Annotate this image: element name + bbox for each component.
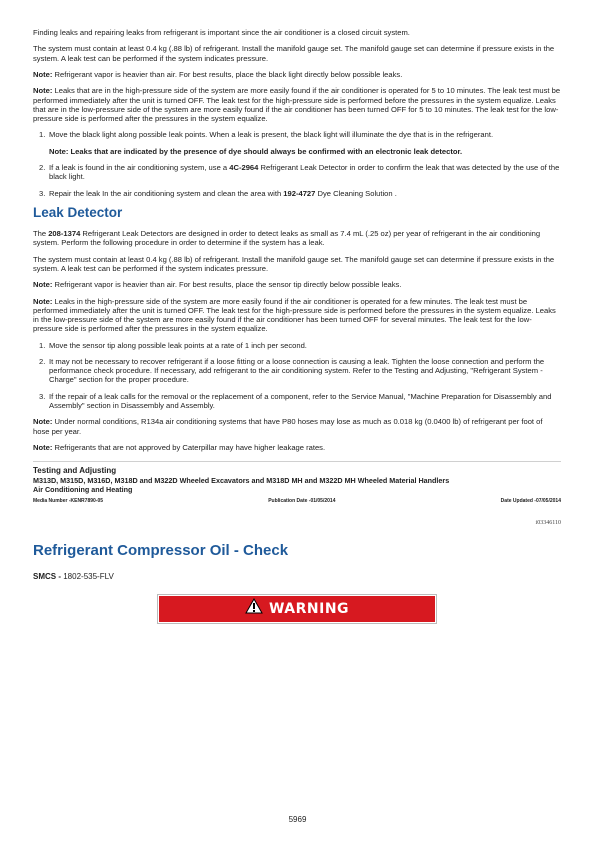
leak-detector-note-4 [33, 443, 561, 452]
note-text: Refrigerants that are not approved by Caterpillar may have higher leakage rates. [52, 442, 326, 452]
smcs-label: SMCS - [33, 571, 64, 581]
section-heading-leak-detector: Leak Detector [33, 204, 123, 220]
divider [33, 461, 561, 462]
date-updated: Date Updated -07/05/2014 [500, 497, 561, 504]
warning-label: WARNING [268, 600, 350, 617]
note-text: Refrigerant vapor is heavier than air. For best results, place the black light directly below possible leaks. [52, 69, 403, 79]
text: Refrigerant Leak Detectors are designed in order to detect leaks as small as 7.4 mL (.25 oz) per year of refrigerant in the air conditioning system. Perform the following procedure in order to determine if the system has a leak. [33, 228, 541, 248]
step-text: If the repair of a leak calls for the removal or the replacement of a component, refer to the Service Manual, "Machine Preparation for Disassembly and Assembly" section in Disassembly and Assembly. [49, 391, 552, 410]
list-item [33, 357, 561, 385]
page-title: Refrigerant Compressor Oil - Check [33, 541, 289, 559]
step-number: 3. [39, 391, 46, 401]
list-item [33, 392, 561, 410]
step-number: 2. [39, 356, 46, 366]
warning-bar [159, 596, 435, 622]
list-item [33, 163, 561, 181]
step-text-post: Dye Cleaning Solution . [315, 188, 397, 198]
note-text: Refrigerant vapor is heavier than air. For best results, place the sensor tip directly below possible leaks. [52, 280, 402, 290]
page-number: 5969 [288, 815, 307, 824]
leak-detector-paragraph-1 [33, 229, 561, 247]
intro-paragraph-2: The system must contain at least 0.4 kg (.88 lb) of refrigerant. Install the manifold gauge set. The manifold gauge set can determine if pressure exists in the system. A leak test can be performed if the system indicates pressure. [33, 44, 555, 63]
step-note: Note: Leaks that are indicated by the presence of dye should always be confirmed with an electronic leak detector. [49, 146, 463, 156]
warning-triangle-icon [245, 598, 263, 619]
image-id: i03346110 [535, 519, 561, 526]
step-text-post: Refrigerant Leak Detector in order to confirm the leak that was detected by the use of the black light. [49, 162, 560, 182]
note-label: Note: [33, 442, 53, 452]
note-text: Leaks that are in the high-pressure side of the system are more easily found if the air conditioner is operated for 5 to 10 minutes. The leak test must be performed immediately after the unit is turned OFF. The leak test for the high-pressure side is performed before the pressures in the system equalize. Leaks that are in the low-pressure side of the system are more easily found if the air conditioner has been turned OFF for 5 to 10 minutes. The leak test for the low-pressure side is performed after the pressures in the system equalize. [33, 86, 561, 123]
list-item [33, 189, 561, 198]
smcs-value: 1802-535-FLV [63, 571, 114, 581]
step-number: 2. [39, 162, 46, 172]
document-page [33, 28, 561, 624]
part-number: 192-4727 [283, 188, 316, 198]
note-label: Note: [33, 417, 53, 427]
note-label: Note: [33, 69, 53, 79]
publication-date: Publication Date -01/05/2014 [268, 497, 336, 504]
step-number: 1. [39, 340, 46, 350]
step-text: Move the black light along possible leak points. When a leak is present, the black light will illuminate the dye that is in the refrigerant. [49, 130, 494, 140]
intro-note-2 [33, 86, 561, 123]
media-number: Media Number -KENR7890-05 [33, 497, 104, 504]
footer-models: M313D, M315D, M316D, M318D and M322D Wheeled Excavators and M318D MH and M322D MH Wheeled Material Handlers [33, 475, 450, 485]
leak-detector-note-2 [33, 297, 561, 334]
footer-meta [33, 498, 561, 504]
intro-paragraph-1: Finding leaks and repairing leaks from refrigerant is important since the air conditioner is a closed circuit system. [33, 28, 410, 37]
step-text-pre: If a leak is found in the air conditioning system, use a [49, 162, 230, 172]
list-item [33, 130, 561, 155]
leak-detector-note-1 [33, 280, 561, 289]
note-label: Note: [33, 280, 53, 290]
step-text: Move the sensor tip along possible leak points at a rate of 1 inch per second. [49, 340, 307, 350]
part-number: 4C-2964 [229, 162, 259, 172]
note-text: Under normal conditions, R134a air conditioning systems that have P80 hoses may lose as much as 0.018 kg (0.0400 lb) of refrigerant per foot of hose per year. [33, 417, 543, 436]
intro-steps-list [33, 130, 561, 197]
footer-section: Air Conditioning and Heating [33, 484, 133, 494]
footer-title: Testing and Adjusting [33, 466, 117, 476]
list-item [33, 341, 561, 350]
leak-detector-steps-list [33, 341, 561, 411]
text: The [33, 228, 49, 238]
warning-banner [157, 594, 437, 624]
note-label: Note: [33, 86, 53, 96]
smcs-code [33, 572, 561, 581]
leak-detector-paragraph-2: The system must contain at least 0.4 kg (.88 lb) of refrigerant. Install the manifold gauge set. The manifold gauge set can determine if pressure exists in the system. A leak test can be performed if the system indicates pressure. [33, 254, 555, 273]
leak-detector-note-3 [33, 417, 561, 435]
part-number: 208-1374 [48, 228, 81, 238]
step-text-pre: Repair the leak In the air conditioning system and clean the area with [49, 188, 284, 198]
note-label: Note: [33, 296, 53, 306]
step-text: It may not be necessary to recover refrigerant if a loose fitting or a loose connection is causing a leak. Tighten the loose connection and perform the performance check procedure. If necessary, add refrigerant to the air conditioning system. Refer to the Testing and Adjusting, "Refrigerant System - Charge" section for the proper procedure. [49, 356, 545, 385]
document-footer [33, 466, 561, 504]
step-number: 3. [39, 188, 46, 198]
intro-note-1 [33, 70, 561, 79]
note-text: Leaks in the high-pressure side of the system are more easily found if the air conditioner is operated for a few minutes. The leak test must be performed immediately after the unit is turned OFF. The leak test for the high-pressure side is performed before the pressures in the system equalize. Leaks in the low-pressure side of the system are more easily found if the air conditioner has been turned OFF for several minutes. The leak test for the low-pressure side is performed after the pressures in the system equalize. [33, 296, 556, 334]
step-number: 1. [39, 130, 46, 140]
